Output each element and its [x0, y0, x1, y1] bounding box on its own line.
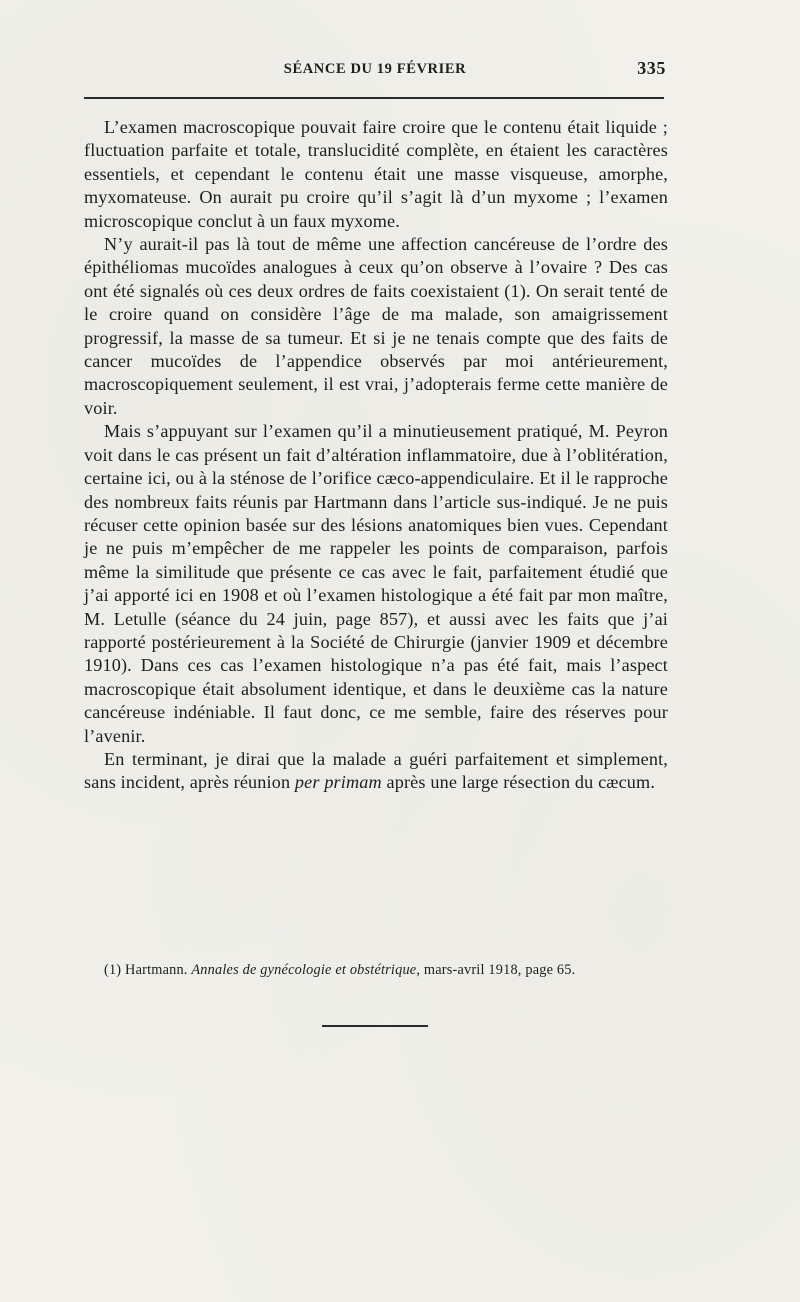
- page-number: 335: [637, 58, 666, 78]
- paragraph-4-end: après une large résection du cæcum.: [381, 772, 656, 793]
- paragraph-4: [84, 748, 668, 795]
- running-head: [84, 58, 666, 84]
- latin-phrase: per primam: [294, 772, 382, 793]
- paragraph-3: Mais s’appuyant sur l’examen qu’il a minutieusement pratiqué, M. Peyron voit dans le cas présent un fait d’altération inflammatoire, due à l’oblitération, certaine ici, ou à la sténose de l’orifice cæco-appendiculaire. Et il le rapproche des nombreux faits réunis par Hartmann dans l’article sus-indiqué. Je ne puis récuser cette opinion basée sur des lésions anatomiques bien vues. Cependant je ne puis m’empêcher de me rappeler les points de comparaison, parfois même la similitude que présente ce cas avec le fait, parfaitement étudié que j’ai apporté ici en 1908 et où l’examen histologique a été fait par mon maître, M. Letulle (séance du 24 juin, page 857), et aussi avec les faits que j’ai rapporté postérieurement à la Société de Chirurgie (janvier 1909 et décembre 1910). Dans ces cas l’examen histologique n’a pas été fait, mais l’aspect macroscopique était absolument identique, et dans le deuxième cas la nature cancéreuse indéniable. Il faut donc, ce me semble, faire des réserves pour l’avenir.: [84, 421, 668, 746]
- paragraph-4-start: En terminant, je dirai que la malade a guéri parfaitement et simplement, sans incident, après réunion: [84, 748, 668, 793]
- footnote-journal: Annales de gynécologie et obstétrique: [191, 962, 417, 978]
- header-rule: [84, 97, 664, 99]
- running-head-title: SÉANCE DU 19 FÉVRIER: [283, 61, 467, 77]
- paragraph-2: N’y aurait-il pas là tout de même une affection cancéreuse de l’ordre des épithéliomas mucoïdes analogues à ceux qu’on observe à l’ovaire ? Des cas ont été signalés où ces deux ordres de faits coexistaient (1). On serait tenté de le croire quand on considère l’âge de ma malade, son amaigrissement progressif, la masse de sa tumeur. Et si je ne tenais compte que des faits de cancer mucoïdes de l’appendice observés par moi antérieurement, macroscopiquement seulement, il est vrai, j’adopterais ferme cette manière de voir.: [84, 234, 668, 418]
- footnote-marker: (1) Hartmann.: [104, 962, 192, 978]
- paragraph-1: L’examen macroscopique pouvait faire croire que le contenu était liquide ; fluctuation parfaite et totale, translucidité complète, en étaient les caractères essentiels, et cependant le contenu était une masse visqueuse, amorphe, myxomateuse. On aurait pu croire qu’il s’agit là d’un myxome ; l’examen microscopique conclut à un faux myxome.: [84, 117, 668, 231]
- footnote-details: , mars-avril 1918, page 65.: [416, 962, 576, 978]
- body-text: [84, 116, 668, 795]
- end-rule: [322, 1025, 428, 1027]
- footnote: [104, 961, 670, 979]
